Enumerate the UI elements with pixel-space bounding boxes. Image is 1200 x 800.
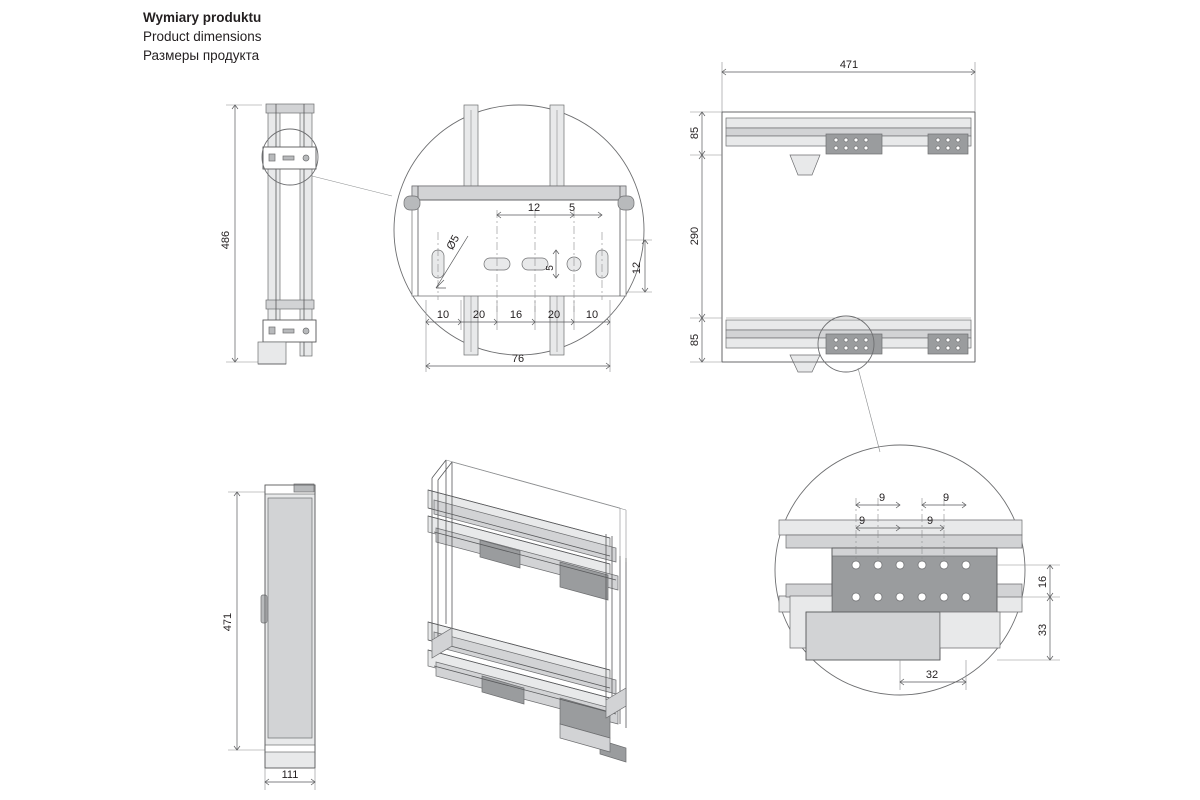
dim-20-a: 20 (472, 309, 486, 321)
title-line-en: Product dimensions (143, 29, 262, 44)
dim-111: 111 (281, 769, 299, 781)
dim-85-bottom: 85 (689, 333, 701, 347)
dim-9-c: 9 (858, 515, 866, 527)
dim-32: 32 (925, 669, 939, 681)
dim-33: 33 (1037, 623, 1049, 637)
dim-10-a: 10 (436, 309, 450, 321)
dim-9-a: 9 (878, 492, 886, 504)
dim-5-vert: 5 (545, 265, 556, 271)
dim-9-d: 9 (926, 515, 934, 527)
dim-16-detail: 16 (1037, 575, 1049, 589)
dim-471-top: 471 (839, 59, 859, 71)
dim-12-right: 12 (631, 261, 643, 275)
dim-20-b: 20 (547, 309, 561, 321)
detail-bracket-holes (394, 105, 652, 372)
dim-12-top: 12 (527, 202, 541, 214)
dim-9-b: 9 (942, 492, 950, 504)
dim-5-top: 5 (568, 202, 576, 214)
dim-85-top: 85 (689, 126, 701, 140)
title-line-ru: Размеры продукта (143, 48, 260, 63)
title-line-pl: Wymiary produktu (143, 10, 262, 25)
isometric-view (428, 460, 626, 762)
dim-471-side: 471 (222, 612, 234, 632)
detail-mounting-plate (775, 445, 1060, 695)
top-view-right (689, 59, 975, 452)
dim-16: 16 (509, 309, 523, 321)
front-view-left (220, 104, 392, 364)
side-view-bottom-left (222, 484, 315, 790)
dim-10-b: 10 (585, 309, 599, 321)
dim-dia5: Ø5 (444, 233, 463, 252)
dim-486: 486 (220, 230, 232, 250)
dim-290: 290 (689, 226, 701, 246)
dim-76: 76 (511, 353, 525, 365)
